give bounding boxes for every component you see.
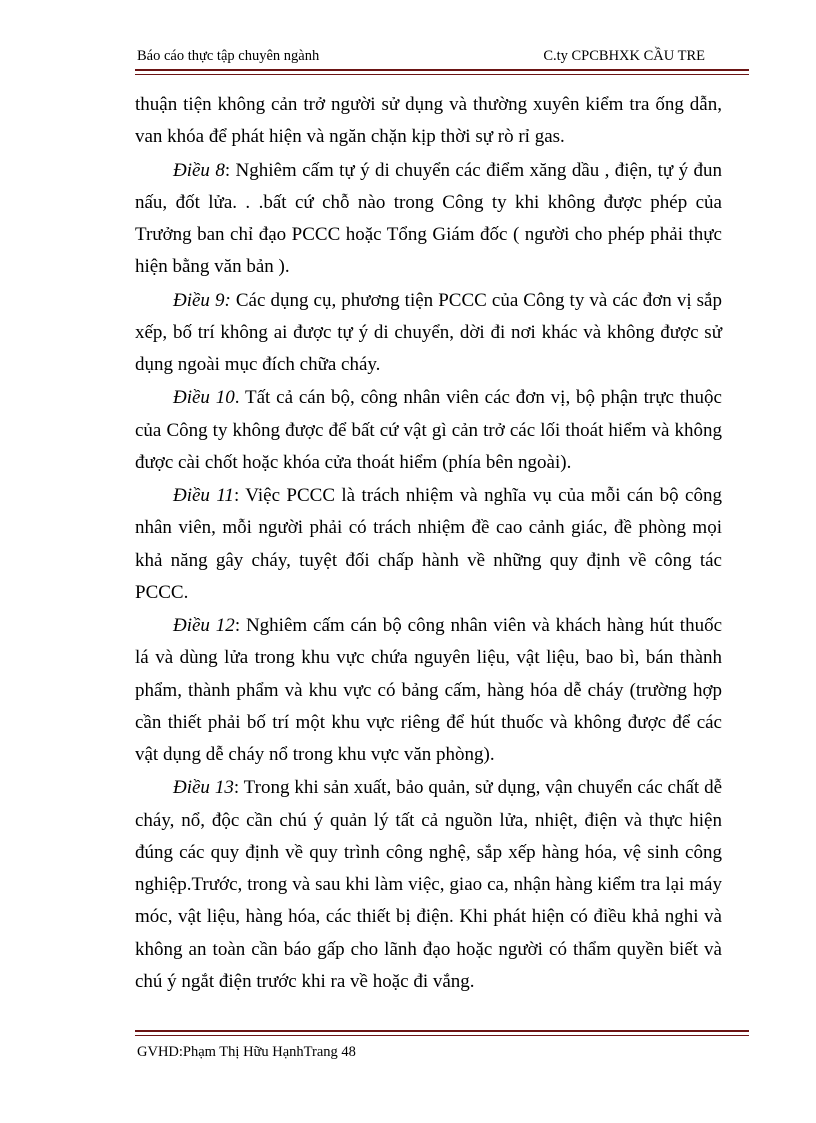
paragraph-article-11 bbox=[135, 480, 722, 609]
paragraph-text: : Nghiêm cấm cán bộ công nhân viên và khách hàng hút thuốc lá và dùng lửa trong khu vực chứa nguyên liệu, vật liệu, bao bì, bán thành phẩm, thành phẩm và khu vực có bảng cấm, hàng hóa dễ cháy (trường hợp cần thiết phải bố trí một khu vực riêng để hút thuốc và không được để các vật dụng dễ cháy nổ trong khu vực văn phòng). bbox=[135, 615, 723, 765]
paragraph-article-9 bbox=[135, 285, 722, 382]
paragraph-article-13 bbox=[135, 772, 722, 998]
page-footer bbox=[135, 1030, 749, 1070]
article-label: Điều 10 bbox=[173, 387, 235, 409]
paragraph-continuation bbox=[135, 89, 722, 154]
paragraph-text: : Nghiêm cấm tự ý di chuyển các điểm xăng dầu , điện, tự ý đun nấu, đốt lửa. . .bất cứ chỗ nào trong Công ty khi không được phép của Trưởng ban chỉ đạo PCCC hoặc Tổng Giám đốc ( người cho phép phải thực hiện bằng văn bản ). bbox=[135, 159, 722, 278]
article-label: Điều 8 bbox=[173, 159, 225, 181]
header-report-title: Báo cáo thực tập chuyên ngành bbox=[137, 48, 320, 64]
paragraph-text: : Việc PCCC là trách nhiệm và nghĩa vụ của mỗi cán bộ công nhân viên, mỗi người phải có trách nhiệm đề cao cảnh giác, đề phòng mọi khả năng gây cháy, tuyệt đối chấp hành về những quy định về công tác PCCC. bbox=[135, 485, 722, 603]
article-label: Điều 12 bbox=[173, 615, 235, 636]
header-rule-thick bbox=[135, 69, 749, 71]
paragraph-article-8 bbox=[135, 155, 722, 284]
paragraph-text: : Trong khi sản xuất, bảo quản, sử dụng, vận chuyển các chất dễ cháy, nổ, độc cần chú ý quản lý tất cả nguồn lửa, nhiệt, điện và thực hiện đúng các quy định về quy trình công nghệ, sắp xếp hàng hóa, vệ sinh công nghiệp.Trước, trong và sau khi làm việc, giao ca, nhận hàng kiểm tra lại máy móc, vật liệu, hàng hóa, các thiết bị điện. Khi phát hiện có điều khả nghi và không an toàn cần báo gấp cho lãnh đạo hoặc người có thẩm quyền biết và chú ý ngắt điện trước khi ra về hoặc đi vắng. bbox=[135, 777, 722, 992]
paragraph-text: Các dụng cụ, phương tiện PCCC của Công ty và các đơn vị sắp xếp, bố trí không ai được tự ý di chuyển, dời đi nơi khác và không được sử dụng ngoài mục đích chữa cháy. bbox=[135, 289, 722, 375]
footer-supervisor-page: GVHD:Phạm Thị Hữu HạnhTrang 48 bbox=[137, 1044, 356, 1060]
footer-rule-thin bbox=[135, 1035, 749, 1036]
paragraph-text: thuận tiện không cản trở người sử dụng và thường xuyên kiểm tra ống dẫn, van khóa để phát hiện và ngăn chặn kịp thời sự rò rỉ gas. bbox=[135, 94, 722, 148]
document-body bbox=[135, 89, 722, 999]
footer-rule-thick bbox=[135, 1030, 749, 1032]
header-company-name: C.ty CPCBHXK CẦU TRE bbox=[543, 48, 705, 64]
page-header bbox=[135, 48, 749, 70]
article-label: Điều 11 bbox=[173, 485, 234, 506]
paragraph-article-12 bbox=[135, 610, 722, 771]
paragraph-text: . Tất cả cán bộ, công nhân viên các đơn vị, bộ phận trực thuộc của Công ty không được để bất cứ vật gì cản trở các lối thoát hiểm và không được cài chốt hoặc khóa cửa thoát hiểm (phía bên ngoài). bbox=[135, 387, 722, 473]
article-label: Điều 9: bbox=[173, 289, 231, 311]
header-rule-thin bbox=[135, 74, 749, 75]
paragraph-article-10 bbox=[135, 382, 722, 479]
article-label: Điều 13 bbox=[173, 777, 234, 799]
